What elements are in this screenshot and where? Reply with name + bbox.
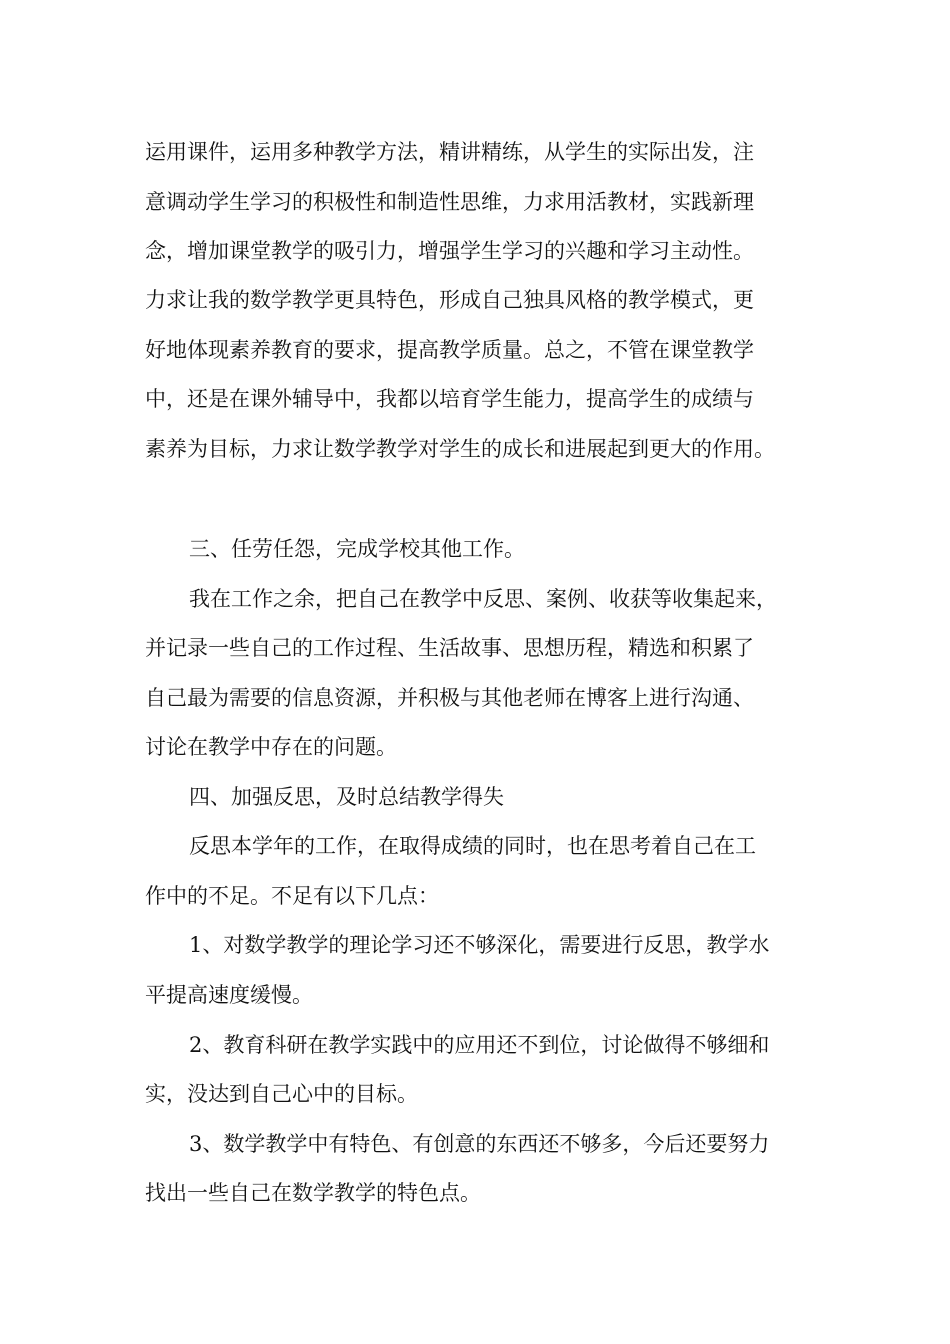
- text-line: 讨论在教学中存在的问题。: [145, 735, 397, 759]
- text-line: 找出一些自己在数学教学的特色点。: [145, 1181, 481, 1205]
- text-line: 中，还是在课外辅导中，我都以培育学生能力，提高学生的成绩与: [145, 387, 754, 411]
- text-line: 平提高速度缓慢。: [145, 983, 313, 1007]
- text-line: 好地体现素养教育的要求，提高教学质量。总之，不管在课堂教学: [145, 338, 754, 362]
- section-heading: 三、任劳任怨，完成学校其他工作。: [189, 537, 525, 561]
- text-line: 意调动学生学习的积极性和制造性思维，力求用活教材，实践新理: [145, 190, 754, 214]
- text-line: 并记录一些自己的工作过程、生活故事、思想历程，精选和积累了: [145, 636, 754, 660]
- text-line: 作中的不足。不足有以下几点：: [145, 884, 439, 908]
- section-heading: 四、加强反思，及时总结教学得失: [189, 785, 504, 809]
- text-line: 我在工作之余，把自己在教学中反思、案例、收获等收集起来，: [189, 587, 777, 611]
- text-line: 念，增加课堂教学的吸引力，增强学生学习的兴趣和学习主动性。: [145, 239, 754, 263]
- text-line: 实，没达到自己心中的目标。: [145, 1082, 418, 1106]
- text-line: 反思本学年的工作，在取得成绩的同时，也在思考着自己在工: [189, 834, 756, 858]
- list-item: 3、数学教学中有特色、有创意的东西还不够多，今后还要努力: [189, 1132, 770, 1156]
- list-item: 2、教育科研在教学实践中的应用还不到位，讨论做得不够细和: [189, 1033, 770, 1057]
- text-line: 力求让我的数学教学更具特色，形成自己独具风格的教学模式，更: [145, 288, 754, 312]
- text-line: 运用课件，运用多种教学方法，精讲精练，从学生的实际出发，注: [145, 140, 754, 164]
- text-line: 自己最为需要的信息资源，并积极与其他老师在博客上进行沟通、: [145, 686, 754, 710]
- list-item: 1、对数学教学的理论学习还不够深化，需要进行反思，教学水: [189, 933, 770, 957]
- text-line: 素养为目标，力求让数学教学对学生的成长和进展起到更大的作用。: [145, 437, 775, 461]
